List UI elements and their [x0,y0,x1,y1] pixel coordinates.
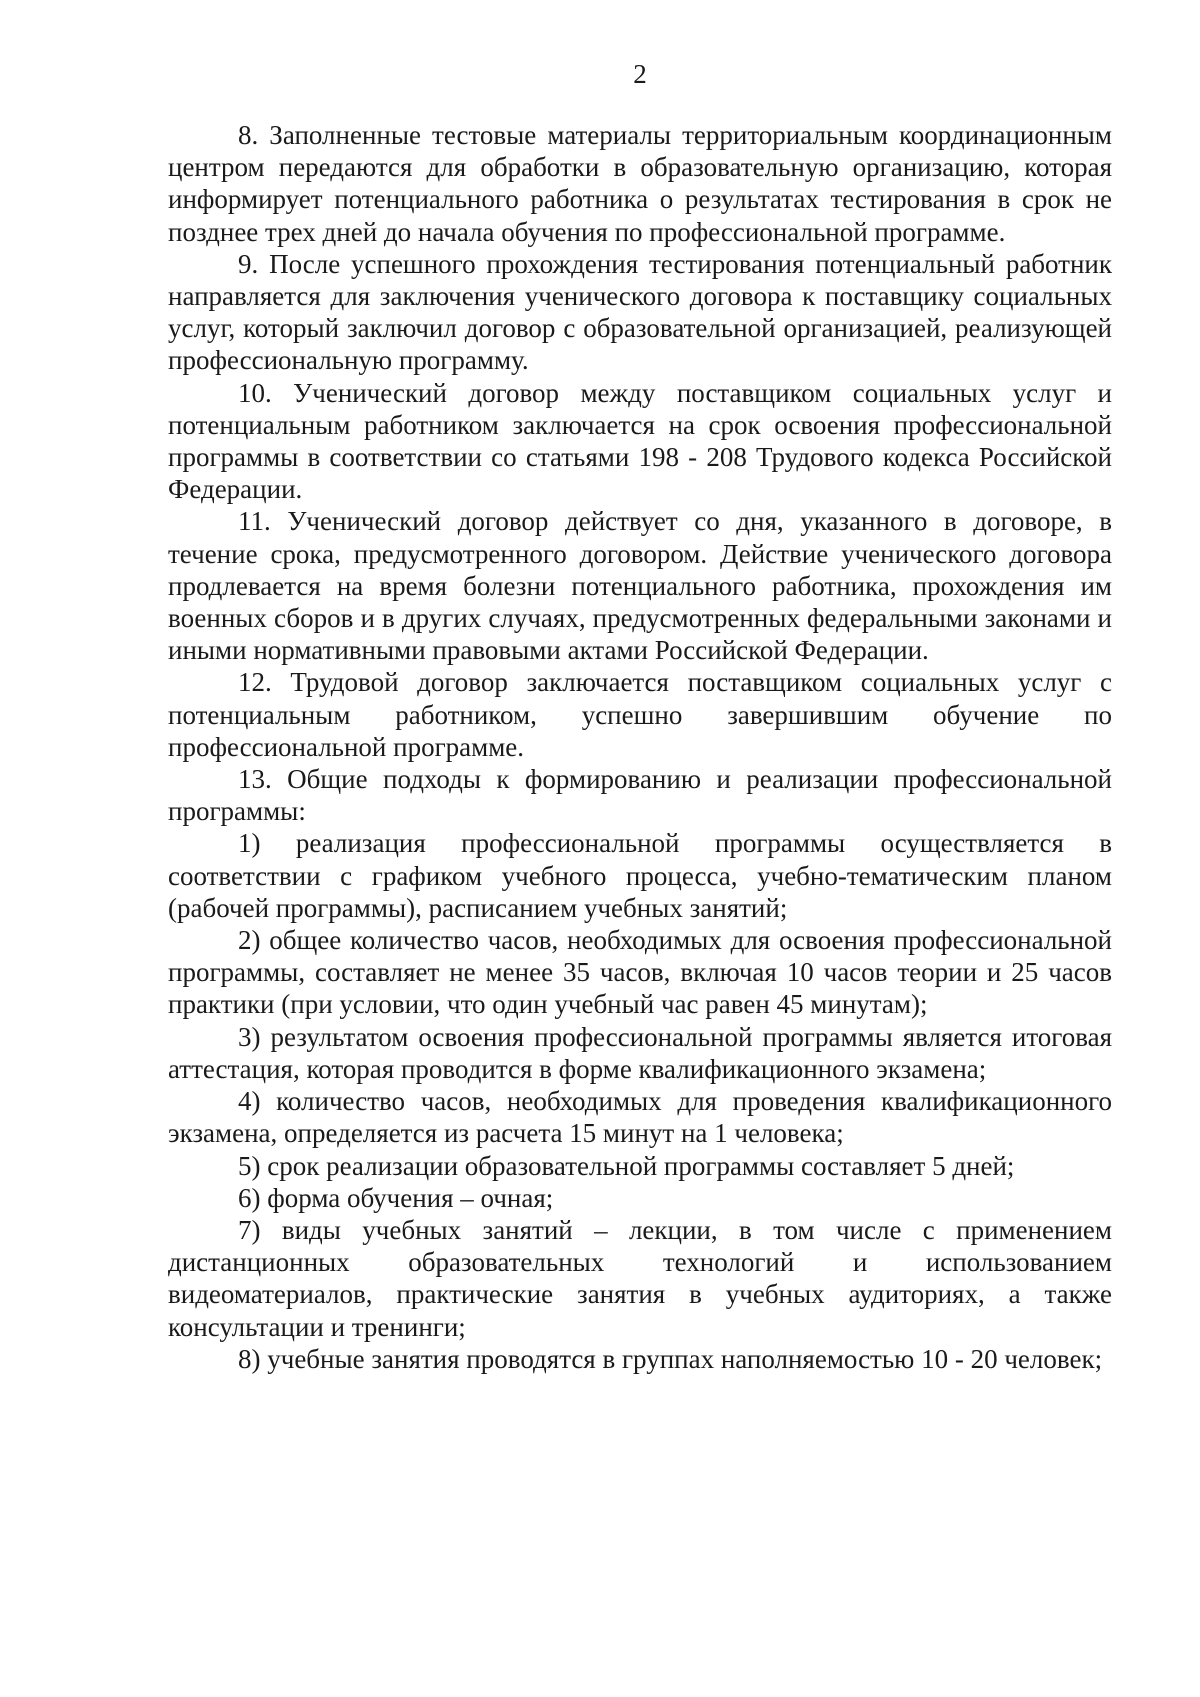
document-body [168,119,1112,1375]
page-number: 2 [633,59,647,89]
list-item-1: 1) реализация профессиональной программы осуществляется в соответствии с графиком учебного процесса, учебно-тематическим планом (рабочей программы), расписанием учебных занятий; [168,828,1112,923]
list-item-8: 8) учебные занятия проводятся в группах наполняемостью 10 - 20 человек; [238,1343,1103,1374]
list-item-2: 2) общее количество часов, необходимых для освоения профессиональной программы, составляет не менее 35 часов, включая 10 часов теории и 25 часов практики (при условии, что один учебный час равен 45 минутам); [168,925,1112,1020]
paragraph-9: 9. После успешного прохождения тестирования потенциальный работник направляется для заключения ученического договора к поставщику социальных услуг, который заключил договор с образовательной организацией, реализующей профессиональную программу. [168,248,1112,376]
list-item-6: 6) форма обучения – очная; [238,1182,554,1213]
paragraph-8: 8. Заполненные тестовые материалы территориальным координационным центром передаются для обработки в образовательную организацию, которая информирует потенциального работника о результатах тестирования в срок не позднее трех дней до начала обучения по профессиональной программе. [168,120,1112,247]
list-item-7: 7) виды учебных занятий – лекции, в том числе с применением дистанционных образовательных технологий и использованием видеоматериалов, практические занятия в учебных аудиториях, а также консультации и тренинги; [168,1214,1112,1342]
paragraph-11: 11. Ученический договор действует со дня, указанного в договоре, в течение срока, предусмотренного договором. Действие ученического договора продлевается на время болезни потенциального работника, прохождения им военных сборов и в других случаях, предусмотренных федеральными законами и иными нормативными правовыми актами Российской Федерации. [168,506,1112,666]
paragraph-10: 10. Ученический договор между поставщиком социальных услуг и потенциальным работником заключается на срок освоения профессиональной программы в соответствии со статьями 198 - 208 Трудового кодекса Российской Федерации. [168,377,1112,505]
paragraph-13: 13. Общие подходы к формированию и реализации профессиональной программы: [168,764,1112,827]
list-item-3: 3) результатом освоения профессиональной программы является итоговая аттестация, которая проводится в форме квалификационного экзамена; [168,1021,1112,1084]
list-item-5: 5) срок реализации образовательной программы составляет 5 дней; [238,1150,1015,1181]
paragraph-12: 12. Трудовой договор заключается поставщиком социальных услуг с потенциальным работником, успешно завершившим обучение по профессиональной программе. [168,667,1112,762]
list-item-4: 4) количество часов, необходимых для проведения квалификационного экзамена, определяется из расчета 15 минут на 1 человека; [168,1086,1112,1149]
